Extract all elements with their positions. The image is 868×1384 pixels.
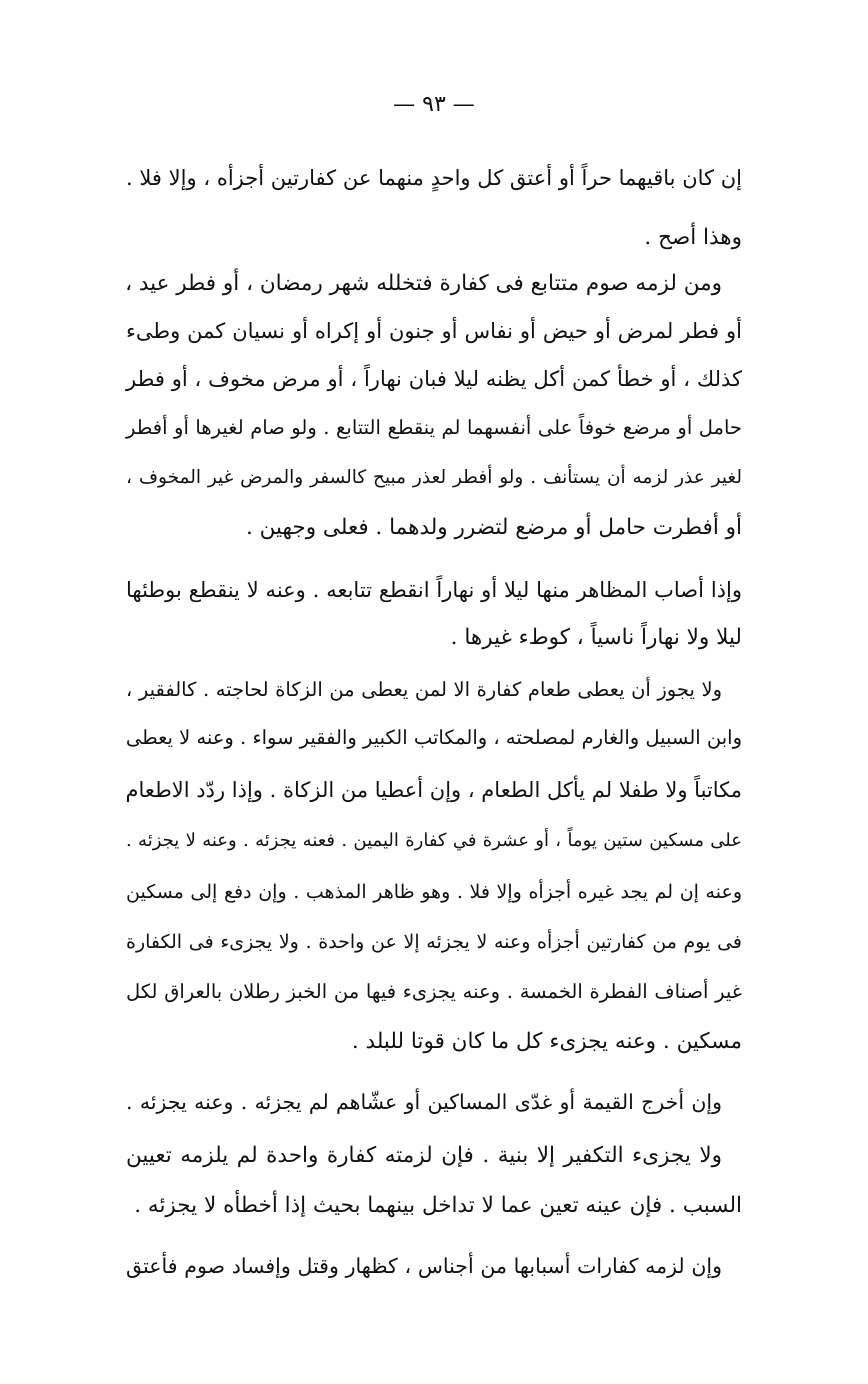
text-line: ليلا ولا نهاراً ناسياً ، كوطء غيرها . (450, 625, 742, 650)
text-line: ولا يجزىء التكفير إلا بنية . فإن لزمته كفارة واحدة لم يلزمه تعيين (126, 1143, 722, 1168)
text-line: حامل أو مرضع خوفاً على أنفسهما لم ينقطع التتابع . ولو صام لغيرها أو أفطر (126, 416, 742, 439)
page-number: — ٩٣ — (393, 92, 475, 117)
text-line: ولا يجوز أن يعطى طعام كفارة الا لمن يعطى من الزكاة لحاجته . كالفقير ، (126, 678, 722, 701)
text-line: وإن لزمه كفارات أسبابها من أجناس ، كظهار وقتل وإفساد صوم فأعتق (126, 1254, 722, 1278)
text-line: وهذا أصح . (644, 225, 742, 250)
text-line: وابن السبيل والغارم لمصلحته ، والمكاتب الكبير والفقير سواء . وعنه لا يعطى (125, 726, 742, 749)
text-line: أو أفطرت حامل أو مرضع لتضرر ولدهما . فعلى وجهين . (245, 515, 742, 540)
text-line: ومن لزمه صوم متتابع فى كفارة فتخلله شهر رمضان ، أو فطر عيد ، (125, 271, 722, 296)
text-line: غير أصناف الفطرة الخمسة . وعنه يجزىء فيها من الخبز رطلان بالعراق لكل (126, 980, 742, 1003)
text-line: مسكين . وعنه يجزىء كل ما كان قوتا للبلد . (351, 1029, 742, 1054)
text-line: إن كان باقيهما حراً أو أعتق كل واحدٍ منهما عن كفارتين أجزأه ، وإلا فلا . (126, 166, 742, 190)
text-line: وعنه إن لم يجد غيره أجزأه وإلا فلا . وهو ظاهر المذهب . وإن دفع إلى مسكين (126, 881, 742, 903)
text-line: لغير عذر لزمه أن يستأنف . ولو أفطر لعذر مبيح كالسفر والمرض غير المخوف ، (126, 467, 742, 488)
text-line: وإذا أصاب المظاهر منها ليلا أو نهاراً انقطع تتابعه . وعنه لا ينقطع بوطئها (126, 578, 742, 602)
text-line: مكاتباً ولا طفلا لم يأكل الطعام ، وإن أعطيا من الزكاة . وإذا ردّد الاطعام (125, 778, 742, 802)
text-line: فى يوم من كفارتين أجزأه وعنه لا يجزئه إلا عن واحدة . ولا يجزىء فى الكفارة (126, 931, 742, 953)
text-line: أو فطر لمرض أو حيض أو نفاس أو جنون أو إكراه أو نسيان كمن وطىء (126, 319, 742, 343)
text-line: كذلك ، أو خطأ كمن أكل يظنه ليلا فبان نهاراً ، أو مرض مخوف ، أو فطر (126, 367, 742, 391)
text-line: وإن أخرج القيمة أو غدّى المساكين أو عشّاهم لم يجزئه . وعنه يجزئه . (126, 1090, 722, 1114)
text-line: السبب . فإن عينه تعين عما لا تداخل بينهما بحيث إذا أخطأه لا يجزئه . (134, 1193, 742, 1218)
text-line: على مسكين ستين يوماً ، أو عشرة في كفارة اليمين . فعنه يجزئه . وعنه لا يجزئه . (126, 830, 742, 851)
